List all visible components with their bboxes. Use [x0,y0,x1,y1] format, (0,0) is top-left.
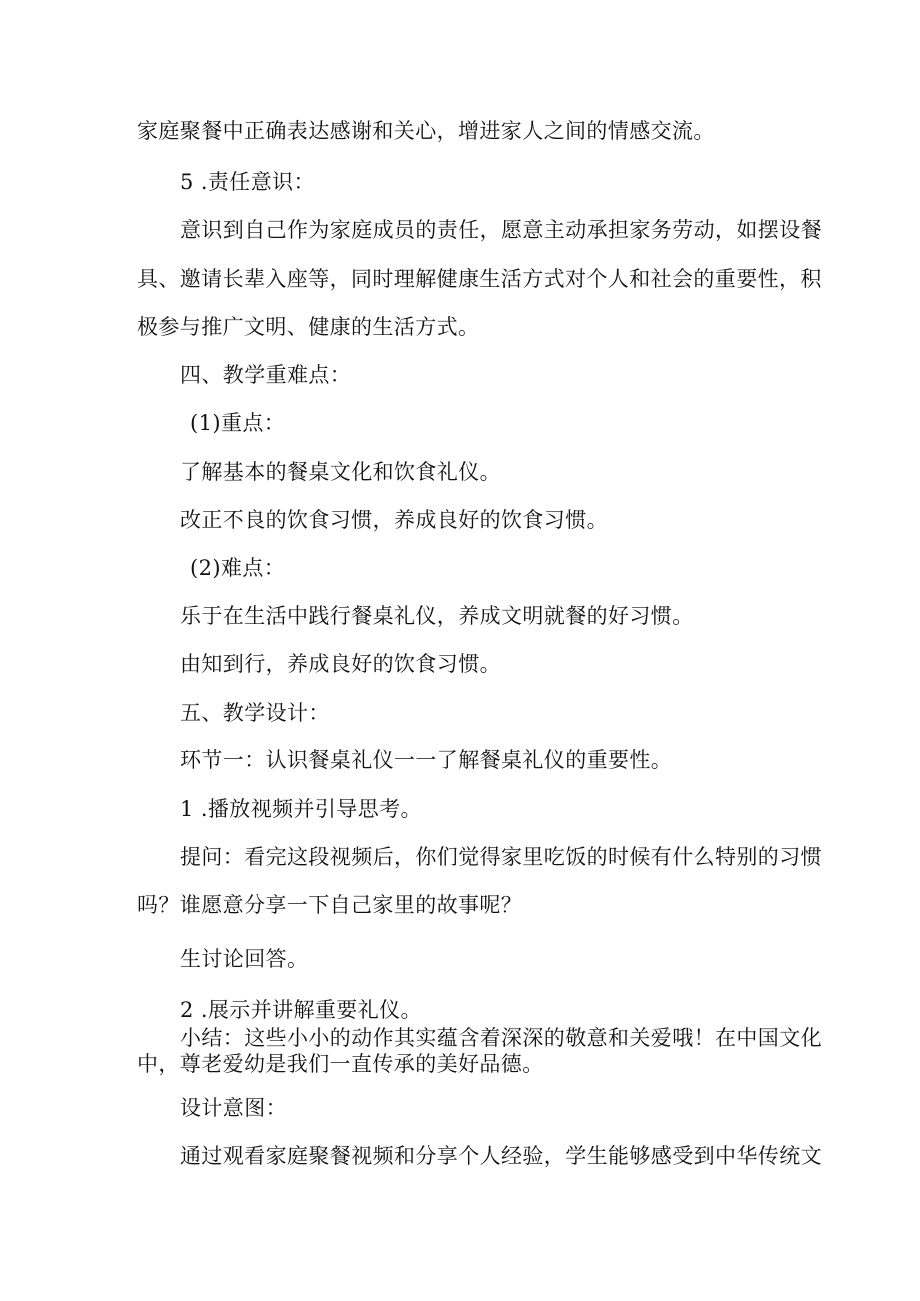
paragraph-line: 改正不良的饮食习惯，养成良好的饮食习惯。 [180,508,608,532]
subheading-difficulty: (2)难点： [190,556,286,580]
section-heading-key-points: 四、教学重难点： [180,363,352,387]
section-heading-responsibility: 5 .责任意识： [180,170,315,194]
paragraph-continuation: 家庭聚餐中正确表达感谢和关心，增进家人之间的情感交流。 [137,119,715,143]
step-heading: 1 .播放视频并引导思考。 [180,797,422,821]
paragraph-line: 中，尊老爱幼是我们一直传承的美好品德。 [137,1052,544,1076]
paragraph-line: 意识到自己作为家庭成员的责任，愿意主动承担家务劳动，如摆设餐 [180,218,822,242]
step-heading: 2 .展示并讲解重要礼仪。 [180,998,422,1022]
paragraph-line: 通过观看家庭聚餐视频和分享个人经验，学生能够感受到中华传统文 [180,1144,822,1168]
paragraph-line: 极参与推广文明、健康的生活方式。 [137,315,480,339]
paragraph-line: 乐于在生活中践行餐桌礼仪，养成文明就餐的好习惯。 [180,604,694,628]
paragraph-line: 小结：这些小小的动作其实蕴含着深深的敬意和关爱哦！在中国文化 [180,1026,822,1050]
subheading-design-intent: 设计意图： [180,1096,287,1120]
paragraph-line: 提问：看完这段视频后，你们觉得家里吃饭的时候有什么特别的习惯 [180,845,822,869]
subheading-focus: (1)重点： [190,411,286,435]
paragraph-line: 环节一：认识餐桌礼仪一一了解餐桌礼仪的重要性。 [180,748,673,772]
paragraph-line: 由知到行，养成良好的饮食习惯。 [180,652,501,676]
paragraph-line: 生讨论回答。 [180,947,309,971]
paragraph-line: 了解基本的餐桌文化和饮食礼仪。 [180,460,501,484]
section-heading-teaching-design: 五、教学设计： [180,701,330,725]
paragraph-line: 吗？谁愿意分享一下自己家里的故事呢？ [137,893,523,917]
paragraph-line: 具、邀请长辈入座等，同时理解健康生活方式对个人和社会的重要性，积 [137,267,822,291]
